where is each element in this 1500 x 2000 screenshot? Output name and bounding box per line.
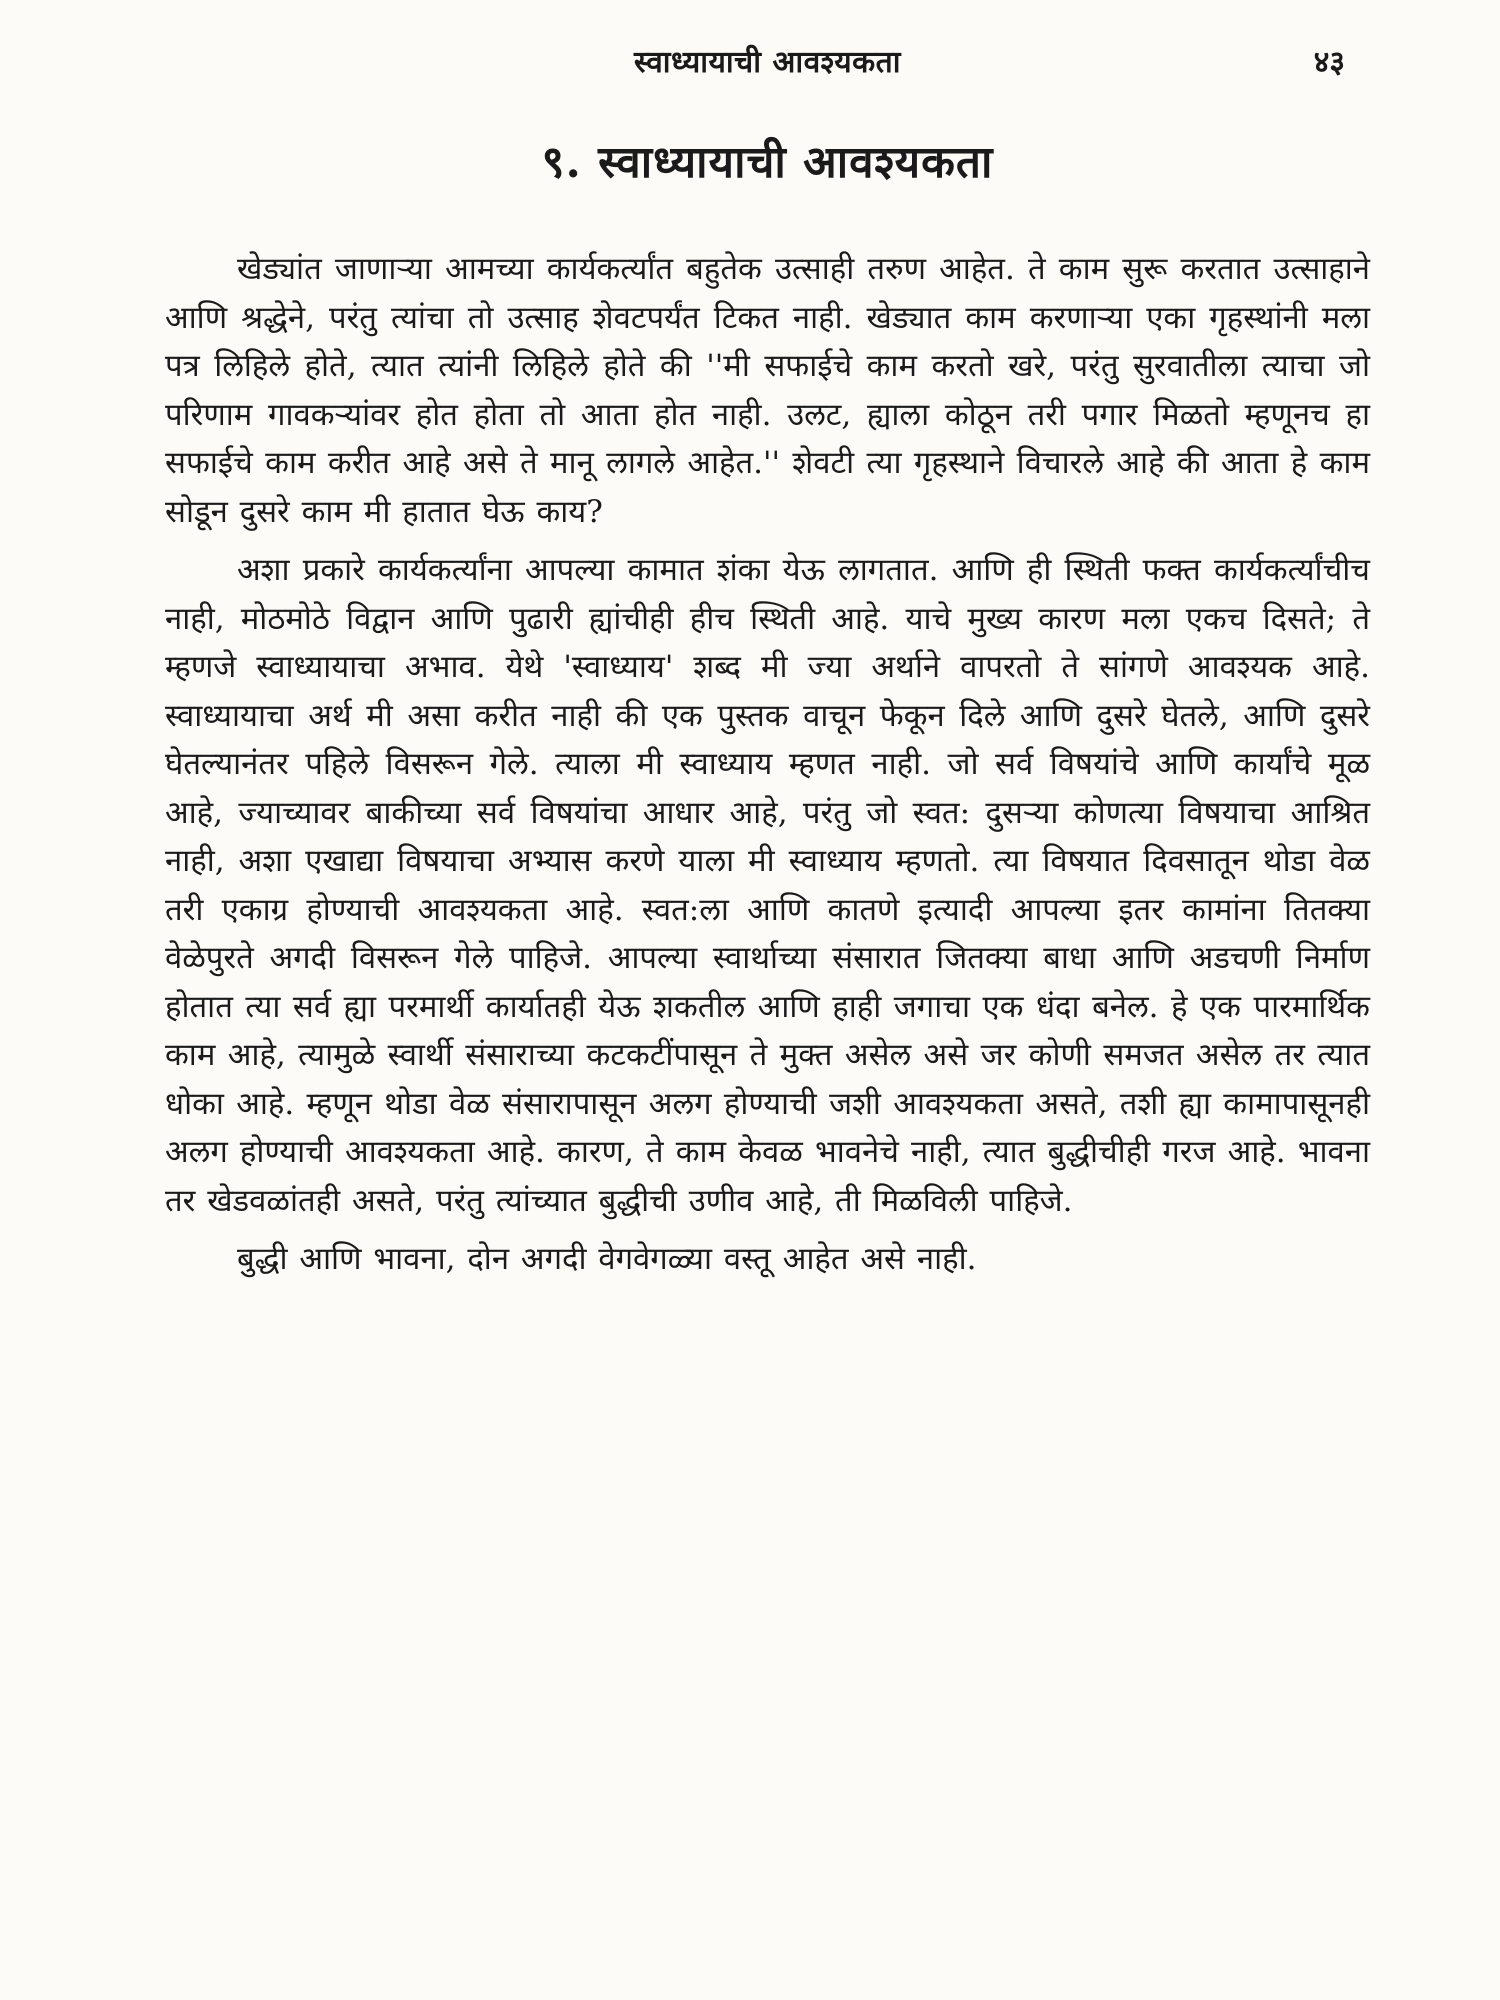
page-number: ४३ [1313, 45, 1345, 80]
paragraph-1: खेड्यांत जाणाऱ्या आमच्या कार्यकर्त्यांत बहुतेक उत्साही तरुण आहेत. ते काम सुरू करतात उत्साहाने आणि श्रद्धेने, परंतु त्यांचा तो उत्साह शेवटपर्यंत टिकत नाही. खेड्यात काम करणाऱ्या एका गृहस्थांनी मला पत्र लिहिले होते, त्यात त्यांनी लिहिले होते की ''मी सफाईचे काम करतो खरे, परंतु सुरवातीला त्याचा जो परिणाम गावकऱ्यांवर होत होता तो आता होत नाही. उलट, ह्याला कोठून तरी पगार मिळतो म्हणूनच हा सफाईचे काम करीत आहे असे ते मानू लागले आहेत.'' शेवटी त्या गृहस्थाने विचारले आहे की आता हे काम सोडून दुसरे काम मी हातात घेऊ काय? [165, 251, 1370, 530]
page-content [165, 40, 1370, 2000]
chapter-title: ९. स्वाध्यायाची आवश्यकता [541, 137, 994, 188]
body-text [165, 245, 1370, 1284]
paragraph-3: बुद्धी आणि भावना, दोन अगदी वेगवेगळ्या वस्तू आहेत असे नाही. [237, 1241, 977, 1277]
running-header-title: स्वाध्यायाची आवश्यकता [633, 45, 902, 80]
running-header [165, 40, 1370, 90]
paragraph-2: अशा प्रकारे कार्यकर्त्यांना आपल्या कामात शंका येऊ लागतात. आणि ही स्थिती फक्त कार्यकर्त्यांचीच नाही, मोठमोठे विद्वान आणि पुढारी ह्यांचीही हीच स्थिती आहे. याचे मुख्य कारण मला एकच दिसते; ते म्हणजे स्वाध्यायाचा अभाव. येथे 'स्वाध्याय' शब्द मी ज्या अर्थाने वापरतो ते सांगणे आवश्यक आहे. स्वाध्यायाचा अर्थ मी असा करीत नाही की एक पुस्तक वाचून फेकून दिले आणि दुसरे घेतले, आणि दुसरे घेतल्यानंतर पहिले विसरून गेले. त्याला मी स्वाध्याय म्हणत नाही. जो सर्व विषयांचे आणि कार्यांचे मूळ आहे, ज्याच्यावर बाकीच्या सर्व विषयांचा आधार आहे, परंतु जो स्वत: दुसऱ्या कोणत्या विषयाचा आश्रित नाही, अशा एखाद्या विषयाचा अभ्यास करणे याला मी स्वाध्याय म्हणतो. त्या विषयात दिवसातून थोडा वेळ तरी एकाग्र होण्याची आवश्यकता आहे. स्वत:ला आणि कातणे इत्यादी आपल्या इतर कामांना तितक्या वेळेपुरते अगदी विसरून गेले पाहिजे. आपल्या स्वार्थाच्या संसारात जितक्या बाधा आणि अडचणी निर्माण होतात त्या सर्व ह्या परमार्थी कार्यातही येऊ शकतील आणि हाही जगाचा एक धंदा बनेल. हे एक पारमार्थिक काम आहे, त्यामुळे स्वार्थी संसाराच्या कटकटींपासून ते मुक्त असेल असे जर कोणी समजत असेल तर त्यात धोका आहे. म्हणून थोडा वेळ संसारापासून अलग होण्याची जशी आवश्यकता असते, तशी ह्या कामापासूनही अलग होण्याची आवश्यकता आहे. कारण, ते काम केवळ भावनेचे नाही, त्यात बुद्धीचीही गरज आहे. भावना तर खेडवळांतही असते, परंतु त्यांच्यात बुद्धीची उणीव आहे, ती मिळविली पाहिजे. [165, 552, 1371, 1219]
